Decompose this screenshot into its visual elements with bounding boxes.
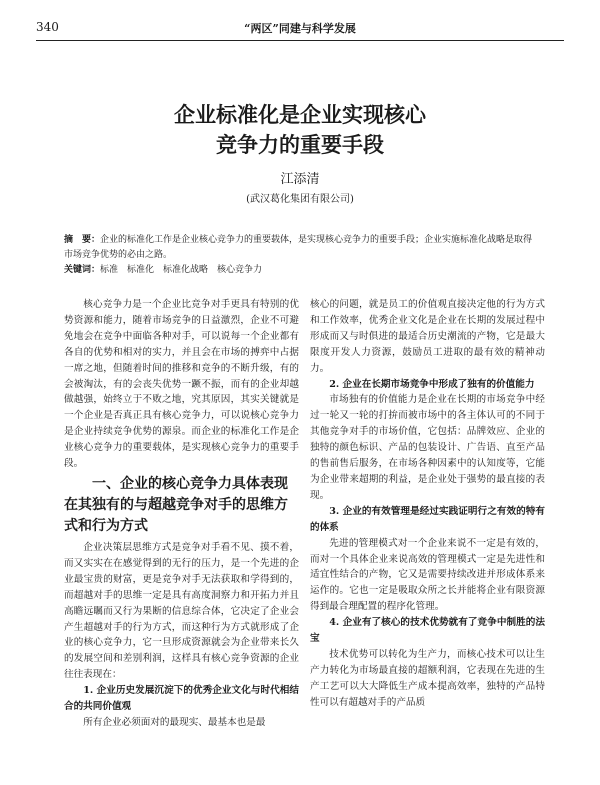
- section-heading-1: 一、企业的核心竞争力具体表现在其独有的与超越竞争对手的思维方式和行为方式: [64, 475, 288, 534]
- running-title: “两区”同建与科学发展: [244, 22, 356, 35]
- abstract-label: 摘 要：: [64, 235, 101, 245]
- page-header: [36, 18, 564, 41]
- abstract-text: 企业的标准化工作是企业核心竞争力的重要载体，是实现核心竞争力的重要手段；企业实施标准化战略是取得市场竞争优势的必由之路。: [64, 235, 533, 260]
- body-paragraph: 企业决策层思维方式是竞争对手看不见、摸不着，而又实实在在感觉得到的无行的压力，是一个先进的企业最宝贵的财富，更是竞争对手无法获取和学得到的，而超越对手的思维一定是具有高度洞察力和开拓力并且高瞻远瞩而又行为果断的信息综合体，它决定了企业会产生超越对手的行为方式，而这种行为方式就形成了企业的核心竞争力，它一旦形成资源就会为企业带来长久的发展空间和差别利润，这样具有核心竞争资源的企业往往表现在：: [64, 541, 299, 681]
- subsection-heading-4: 4. 企业有了核心的技术优势就有了竞争中制胜的法宝: [310, 617, 545, 645]
- abstract-block: [64, 233, 536, 278]
- subsection-heading-2: 2. 企业在长期市场竞争中形成了独有的价值能力: [329, 378, 535, 390]
- abstract-paragraph: [64, 233, 536, 263]
- author-name: 江添清: [280, 172, 320, 187]
- title-line-2: 竞争力的重要手段: [216, 133, 384, 157]
- body-paragraph: 核心的问题，就是员工的价值观直接决定他的行为方式和工作效率，优秀企业文化是企业在长期的发展过程中形成而又与时俱进的最适合历史潮流的产物，它是最大限度开发人力资源，鼓励员工进取的最有效的精神动力。: [310, 299, 545, 374]
- body-paragraph: 先进的管理模式对一个企业来说不一定是有效的，而对一个具体企业来说高效的管理模式一定是先进性和适宜性结合的产物，它又是需要持续改进并形成体系来运作的。它也一定是吸取众所之长并能将企业有限资源得到最合理配置的程序化管理。: [310, 537, 545, 613]
- keywords-text: 标准 标准化 标准化战略 核心竞争力: [100, 265, 263, 275]
- body-paragraph: 所有企业必须面对的最现实、最基本也是最: [83, 716, 266, 728]
- title-line-1: 企业标准化是企业实现核心: [174, 103, 426, 127]
- article-title: [60, 100, 540, 160]
- right-column: [310, 297, 545, 711]
- keywords-label: 关键词：: [64, 265, 101, 275]
- subsection-heading-3: 3. 企业的有效管理是经过实践证明行之有效的特有的体系: [310, 505, 545, 533]
- author-affiliation: (武汉葛化集团有限公司): [246, 194, 354, 205]
- body-paragraph: 市场独有的价值能力是企业在长期的市场竞争中经过一轮又一轮的打拚而被市场中的各主体认可的不同于其他竞争对手的市场价值，它包括：品牌效应、企业的独特的颜色标识、产品的包装设计、广告语、直至产品的售前售后服务，在市场各种因素中的认知度等，它能为企业带来超期的利益，是企业处于强势的最直接的表现。: [310, 394, 545, 501]
- subsection-heading-1: 1. 企业历史发展沉淀下的优秀企业文化与时代相结合的共同价值观: [64, 685, 299, 713]
- body-paragraph: 核心竞争力是一个企业比竞争对手更具有特别的优势资源和能力，随着市场竞争的日益激烈，企业不可避免地会在竞争中面临各种对手，可以说每一个企业都有各自的优势和相对的实力，并且会在市场的搏弈中占据一席之地，但随着时间的推移和竞争的不断升级，有的会被淘汰，有的会丧失优势一蹶不振，而有的企业却越做越强，始终立于不败之地，究其原因，其实关键就是一个企业是否真正具有核心竞争力，可以说核心竞争力是企业持续竞争优势的源泉。而企业的标准化工作是企业核心竞争力的重要载体，是实现核心竞争力的重要手段。: [64, 299, 299, 470]
- left-column: [64, 297, 299, 731]
- keywords-paragraph: [64, 263, 536, 278]
- page-number: 340: [36, 20, 59, 34]
- body-paragraph: 技术优势可以转化为生产力，而核心技术可以让生产力转化为市场最直接的超额利润，它表现在先进的生产工艺可以大大降低生产成本提高效率，独特的产品特性可以有超越对手的产品质: [310, 648, 545, 708]
